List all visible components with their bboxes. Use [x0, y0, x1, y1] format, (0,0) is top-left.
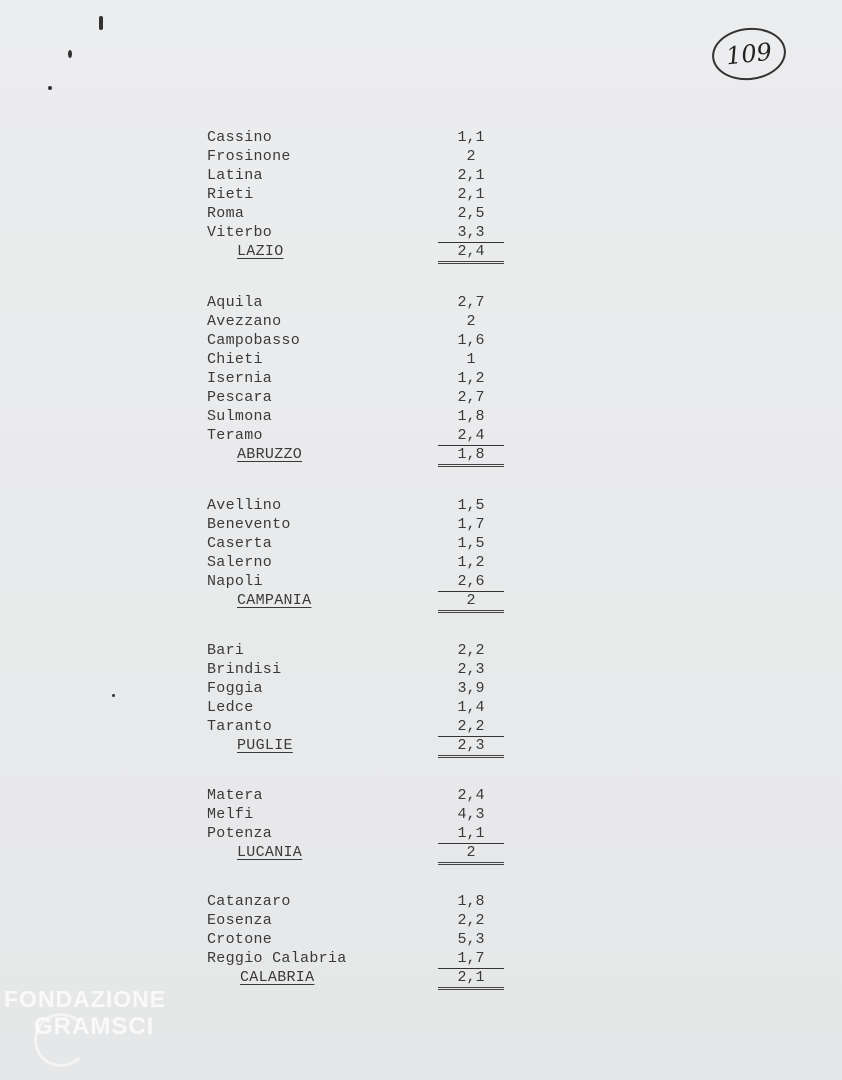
- city-name: Caserta: [207, 535, 273, 552]
- region-total: 1,8: [438, 445, 504, 467]
- table-row: [0, 892, 842, 911]
- region-name: PUGLIE: [237, 737, 293, 754]
- city-name: Teramo: [207, 427, 263, 444]
- city-value: 2: [466, 148, 476, 165]
- city-value: 2,4: [438, 426, 504, 446]
- region-total-row: [0, 736, 842, 755]
- city-value: 1,1: [457, 129, 485, 146]
- city-name: Brindisi: [207, 661, 282, 678]
- city-name: Pescara: [207, 389, 273, 406]
- ink-speck: [68, 50, 72, 58]
- region-name: LAZIO: [237, 243, 284, 260]
- city-name: Chieti: [207, 351, 263, 368]
- table-row: [0, 515, 842, 534]
- table-row: [0, 553, 842, 572]
- city-value: 1,7: [438, 949, 504, 969]
- table-row: [0, 641, 842, 660]
- city-name: Napoli: [207, 573, 263, 590]
- watermark-line-1: FONDAZIONE: [4, 986, 167, 1012]
- watermark-line-2: GRAMSCI: [34, 1013, 155, 1040]
- city-name: Crotone: [207, 931, 273, 948]
- region-name: LUCANIA: [237, 844, 303, 861]
- page-number: 109: [709, 24, 788, 83]
- city-name: Bari: [207, 642, 245, 659]
- city-value: 3,3: [438, 223, 504, 243]
- city-value: 3,9: [457, 680, 485, 697]
- city-value: 2: [466, 313, 476, 330]
- ink-speck: [48, 86, 52, 90]
- table-row: [0, 786, 842, 805]
- city-value: 1,2: [457, 554, 485, 571]
- city-value: 1,2: [457, 370, 485, 387]
- region-total: 2,3: [438, 736, 504, 758]
- table-row: [0, 572, 842, 591]
- city-name: Frosinone: [207, 148, 291, 165]
- city-name: Cassino: [207, 129, 273, 146]
- region-total: 2,1: [438, 968, 504, 990]
- city-name: Salerno: [207, 554, 273, 571]
- city-value: 1,4: [457, 699, 485, 716]
- fondazione-gramsci-watermark: [4, 985, 214, 1041]
- city-name: Melfi: [207, 806, 254, 823]
- table-row: [0, 204, 842, 223]
- city-value: 1,8: [457, 408, 485, 425]
- table-row: [0, 949, 842, 968]
- ink-speck: [99, 16, 103, 30]
- city-value: 1: [466, 351, 476, 368]
- table-row: [0, 223, 842, 242]
- table-row: [0, 369, 842, 388]
- table-row: [0, 331, 842, 350]
- city-value: 2,2: [438, 717, 504, 737]
- city-name: Latina: [207, 167, 263, 184]
- table-row: [0, 496, 842, 515]
- city-name: Aquila: [207, 294, 263, 311]
- city-name: Potenza: [207, 825, 273, 842]
- table-row: [0, 350, 842, 369]
- city-name: Eosenza: [207, 912, 273, 929]
- table-row: [0, 426, 842, 445]
- table-row: [0, 185, 842, 204]
- table-row: [0, 388, 842, 407]
- city-name: Viterbo: [207, 224, 273, 241]
- table-row: [0, 805, 842, 824]
- city-name: Taranto: [207, 718, 273, 735]
- city-value: 1,7: [457, 516, 485, 533]
- region-total-row: [0, 591, 842, 610]
- city-name: Foggia: [207, 680, 263, 697]
- table-row: [0, 824, 842, 843]
- city-value: 2,6: [438, 572, 504, 592]
- city-value: 2,1: [457, 167, 485, 184]
- city-name: Avellino: [207, 497, 282, 514]
- city-value: 2,7: [457, 389, 485, 406]
- city-value: 5,3: [457, 931, 485, 948]
- table-row: [0, 911, 842, 930]
- city-name: Isernia: [207, 370, 273, 387]
- city-name: Ledce: [207, 699, 254, 716]
- city-value: 2,2: [457, 642, 485, 659]
- city-value: 2,7: [457, 294, 485, 311]
- city-value: 1,6: [457, 332, 485, 349]
- region-name: CALABRIA: [240, 969, 315, 986]
- city-name: Benevento: [207, 516, 291, 533]
- region-total: 2: [438, 843, 504, 865]
- city-value: 1,5: [457, 535, 485, 552]
- region-total-row: [0, 843, 842, 862]
- city-name: Reggio Calabria: [207, 950, 347, 967]
- city-value: 2,4: [457, 787, 485, 804]
- city-value: 4,3: [457, 806, 485, 823]
- region-name: ABRUZZO: [237, 446, 303, 463]
- city-value: 1,8: [457, 893, 485, 910]
- table-row: [0, 698, 842, 717]
- table-row: [0, 128, 842, 147]
- city-name: Avezzano: [207, 313, 282, 330]
- city-value: 2,1: [457, 186, 485, 203]
- city-name: Roma: [207, 205, 245, 222]
- table-row: [0, 166, 842, 185]
- region-total-row: [0, 445, 842, 464]
- table-row: [0, 717, 842, 736]
- table-row: [0, 534, 842, 553]
- table-row: [0, 407, 842, 426]
- table-row: [0, 147, 842, 166]
- city-value: 2,5: [457, 205, 485, 222]
- table-row: [0, 679, 842, 698]
- city-name: Rieti: [207, 186, 254, 203]
- region-total: 2,4: [438, 242, 504, 264]
- city-value: 2,3: [457, 661, 485, 678]
- city-value: 1,1: [438, 824, 504, 844]
- table-row: [0, 293, 842, 312]
- table-row: [0, 660, 842, 679]
- city-name: Sulmona: [207, 408, 273, 425]
- city-name: Catanzaro: [207, 893, 291, 910]
- region-total-row: [0, 242, 842, 261]
- region-total: 2: [438, 591, 504, 613]
- region-name: CAMPANIA: [237, 592, 312, 609]
- city-value: 2,2: [457, 912, 485, 929]
- table-row: [0, 312, 842, 331]
- city-value: 1,5: [457, 497, 485, 514]
- table-row: [0, 930, 842, 949]
- city-name: Matera: [207, 787, 263, 804]
- watermark-g-icon: [34, 1013, 88, 1067]
- city-name: Campobasso: [207, 332, 301, 349]
